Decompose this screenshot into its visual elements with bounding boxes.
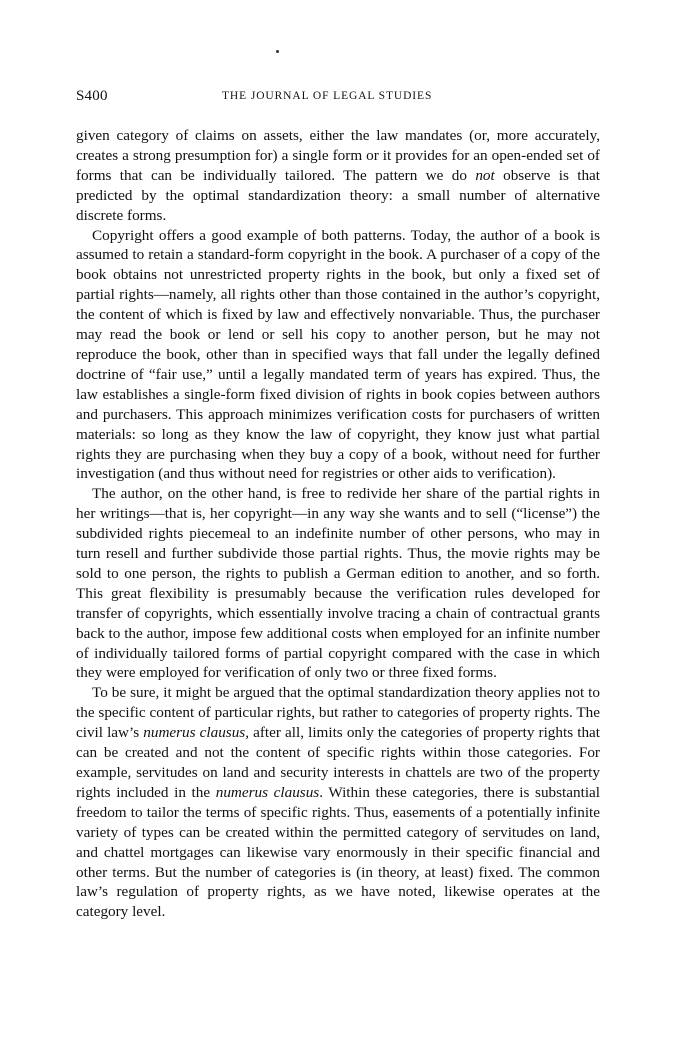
emphasis-not: not (475, 166, 495, 184)
emphasis-numerus-clausus: numerus clausus (143, 724, 246, 742)
paragraph-1 (76, 126, 600, 226)
paragraph-1-text-end: observe is that predicted by the optimal standardization theory: a small number of alternative discrete forms. (76, 166, 600, 224)
page-number: S400 (76, 88, 108, 104)
paragraph-4-text-end: . Within these categories, there is substantial freedom to tailor the terms of specific rights. Thus, easements of a potentially infinite variety of types can be created within the permitted category of servitudes on land, and chattel mortgages can likewise vary enormously in their specific financial and other terms. But the number of categories is (in theory, at least) fixed. The common law’s regulation of property rights, as we have noted, likewise operates at the category level. (76, 783, 601, 921)
paragraph-2: Copyright offers a good example of both patterns. Today, the author of a book is assumed to retain a standard-form copyright in the book. A purchaser of a copy of the book obtains not unrestricted property rights in the book, but only a fixed set of partial rights—namely, all rights other than those contained in the author’s copyright, the content of which is fixed by law and effectively nonvariable. Thus, the purchaser may read the book or lend or sell his copy to another person, but he may not reproduce the book, other than in specified ways that fall under the legally defined doctrine of “fair use,” until a legally mandated term of years has expired. Thus, the law establishes a single-form fixed division of rights in book copies between authors and purchasers. This approach minimizes verification costs for purchasers of written materials: so long as they know the law of copyright, they know just what partial rights they are purchasing when they buy a copy of a book, without need for further investigation (and thus without need for registries or other aids to verification). (76, 226, 600, 483)
running-head: THE JOURNAL OF LEGAL STUDIES (222, 90, 433, 102)
emphasis-numerus-clausus-2: numerus clausus (215, 783, 320, 801)
paragraph-3: The author, on the other hand, is free to redivide her share of the partial rights in her writings—that is, her copyright—in any way she wants and to sell (“license”) the subdivided rights piecemeal to an indefinite number of other persons, who may in turn resell and further subdivide those partial rights. Thus, the movie rights may be sold to one person, the rights to publish a German edition to another, and so forth. This great flexibility is presumably because the verification rules developed for transfer of copyrights, which essentially involve tracing a chain of contractual grants back to the author, impose few additional costs when employed for an infinite number of individually tailored forms of partial copyright compared with the case in which they were employed for verification of only two or three fixed forms. (76, 485, 600, 682)
page-header (76, 88, 602, 108)
paragraph-4-text: To be sure, it might be argued that the optimal standardization theory applies not to the specific content of particular rights, but rather to categories of property rights. The civil law’s (76, 684, 600, 742)
body-text (76, 126, 600, 922)
print-speck (276, 50, 279, 53)
paragraph-1-text: given category of claims on assets, either the law mandates (or, more accurately, creates a strong presumption for) a single form or it provides for an open-ended set of forms that can be individually tailored. The pattern we do (76, 127, 600, 184)
paragraph-4-text-mid: , after all, limits only the categories of property rights that can be created and not the content of specific rights within those categories. For example, servitudes on land and security interests in chattels are two of the property rights included in the (76, 724, 600, 801)
paragraph-4 (76, 683, 600, 922)
